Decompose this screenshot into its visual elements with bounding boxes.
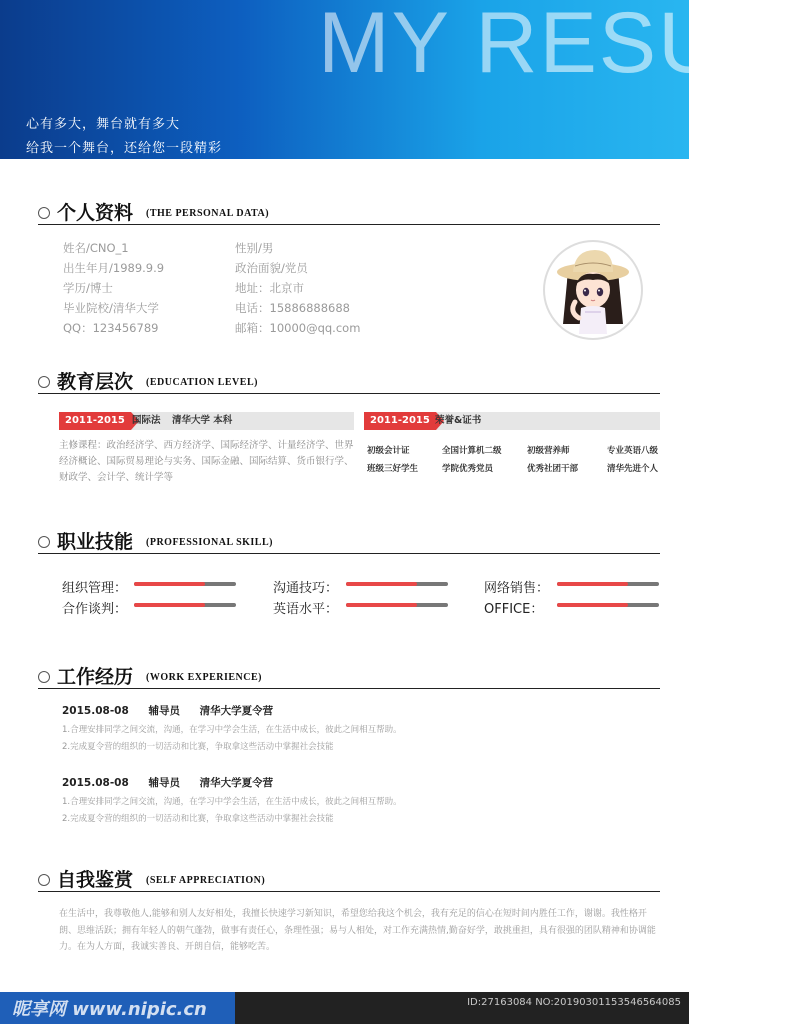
self-text: 在生活中，我尊敬他人,能够和别人友好相处，我擅长快速学习新知识，希望您给我这个机会，我有充足的信心在短时间内胜任工作，谢谢。我性格开朗、思维活跃；拥有年轻人的朝气蓬勃，做事有责任心，条理性强；易与人相处，对工作充满热情,勤奋好学，敢挑重担，具有很强的团队精神和协调能力。在为人方面，我诚实善良、开朗自信，能够吃苦。: [59, 909, 656, 952]
education-subtitle: (EDUCATION LEVEL): [146, 377, 258, 388]
honor-item: 学院优秀党员: [442, 464, 494, 474]
skill-label: 组织管理：: [62, 581, 128, 596]
job-role: 辅导员: [148, 705, 180, 717]
job-header: [62, 775, 289, 790]
honor-item: 班级三好学生: [367, 464, 419, 474]
personal-gender: 性别/男: [235, 241, 274, 255]
work-section-header: [38, 663, 660, 689]
personal-qq: QQ：123456789: [63, 321, 159, 335]
job-role: 辅导员: [148, 777, 180, 789]
personal-political: 政治面貌/党员: [235, 261, 308, 275]
personal-subtitle: (THE PERSONAL DATA): [146, 208, 270, 219]
honors-date-badge: 2011-2015: [364, 412, 436, 430]
job-detail-line: 2.完成夏令营的组织的一切活动和比赛，争取拿这些活动中掌握社会技能: [62, 742, 334, 752]
honor-item: 优秀社团干部: [527, 464, 579, 474]
education-major: 国际法: [132, 415, 161, 426]
skill-bar-fill: [557, 582, 628, 586]
job-org: 清华大学夏令营: [199, 705, 274, 717]
honor-item: 全国计算机二级: [442, 446, 502, 456]
personal-section: [38, 199, 660, 225]
skill-bar-fill: [134, 582, 205, 586]
job-org: 清华大学夏令营: [199, 777, 274, 789]
personal-email: 邮箱：10000@qq.com: [235, 321, 361, 335]
slogan-line-1: 心有多大，舞台就有多大: [26, 117, 181, 132]
honor-item: 专业英语八级: [607, 446, 659, 456]
personal-title: 个人资料: [57, 202, 134, 224]
personal-school: 毕业院校/清华大学: [63, 301, 159, 315]
education-degree-bar: [59, 412, 354, 430]
personal-section-header: [38, 199, 660, 225]
circle-bullet-icon: [38, 207, 50, 219]
skill-bar-fill: [346, 582, 417, 586]
watermark-logo: 昵享网 www.nipic.cn: [12, 999, 207, 1020]
work-section: [38, 663, 660, 689]
circle-bullet-icon: [38, 671, 50, 683]
honors-label: 荣誉&证书: [435, 415, 482, 426]
circle-bullet-icon: [38, 376, 50, 388]
self-section: [38, 866, 660, 892]
honor-item: 初级会计证: [367, 446, 410, 456]
circle-bullet-icon: [38, 536, 50, 548]
personal-address: 地址：北京市: [235, 281, 304, 295]
resume-title: MY RESUM: [318, 0, 796, 91]
job-detail-line: 1.合理安排同学之间交流，沟通，在学习中学会生活，在生活中成长，彼此之间相互帮助。: [62, 725, 402, 735]
education-section-header: [38, 368, 660, 394]
skill-bar-fill: [557, 603, 628, 607]
footer-id-text: ID:27163084 NO:20190301153546564085: [467, 997, 681, 1008]
header-banner: [0, 0, 796, 159]
skill-bar: [557, 603, 659, 607]
personal-phone: 电话：15886888688: [235, 301, 350, 315]
job-detail-line: 2.完成夏令营的组织的一切活动和比赛，争取拿这些活动中掌握社会技能: [62, 814, 334, 824]
skill-label: OFFICE：: [484, 602, 544, 617]
skill-bar: [134, 603, 236, 607]
skill-label: 沟通技巧：: [273, 581, 339, 596]
work-subtitle: (WORK EXPERIENCE): [146, 672, 263, 683]
education-courses: 主修课程：政治经济学、西方经济学、国际经济学、计量经济学、世界经济概论、国际贸易理论与实务、国际金融、国际结算、货币银行学、财政学、会计学、统计学等: [59, 440, 354, 483]
honor-item: 清华先进个人: [607, 464, 659, 474]
education-school-degree: 清华大学 本科: [172, 415, 233, 426]
education-section: [38, 368, 660, 394]
skill-label: 合作谈判：: [62, 602, 128, 617]
skill-bar-fill: [346, 603, 417, 607]
self-title: 自我鉴赏: [57, 869, 134, 891]
skill-bar: [346, 582, 448, 586]
job-date: 2015.08-08: [62, 705, 129, 717]
footer-bar: [0, 992, 689, 1024]
skill-bar: [134, 582, 236, 586]
skills-subtitle: (PROFESSIONAL SKILL): [146, 537, 273, 548]
work-title: 工作经历: [57, 666, 134, 688]
job-date: 2015.08-08: [62, 777, 129, 789]
skill-label: 英语水平：: [273, 602, 339, 617]
self-section-header: [38, 866, 660, 892]
skill-bar: [557, 582, 659, 586]
skill-label: 网络销售：: [484, 581, 550, 596]
personal-degree: 学历/博士: [63, 281, 113, 295]
job-detail-line: 1.合理安排同学之间交流，沟通，在学习中学会生活，在生活中成长，彼此之间相互帮助。: [62, 797, 402, 807]
skill-bar-fill: [134, 603, 205, 607]
skills-section-header: [38, 528, 660, 554]
cartoon-girl-avatar-icon: [543, 240, 643, 340]
skills-title: 职业技能: [57, 531, 134, 553]
personal-birth: 出生年月/1989.9.9: [63, 261, 165, 275]
education-title: 教育层次: [57, 371, 134, 393]
skill-bar: [346, 603, 448, 607]
job-header: [62, 703, 289, 718]
honor-item: 初级营养师: [527, 446, 570, 456]
skills-section: [38, 528, 660, 554]
honors-bar: [364, 412, 660, 430]
personal-name: 姓名/CNO_1: [63, 241, 129, 255]
slogan-line-2: 给我一个舞台，还给您一段精彩: [26, 141, 223, 156]
circle-bullet-icon: [38, 874, 50, 886]
education-date-badge: 2011-2015: [59, 412, 131, 430]
self-subtitle: (SELF APPRECIATION): [146, 875, 266, 886]
